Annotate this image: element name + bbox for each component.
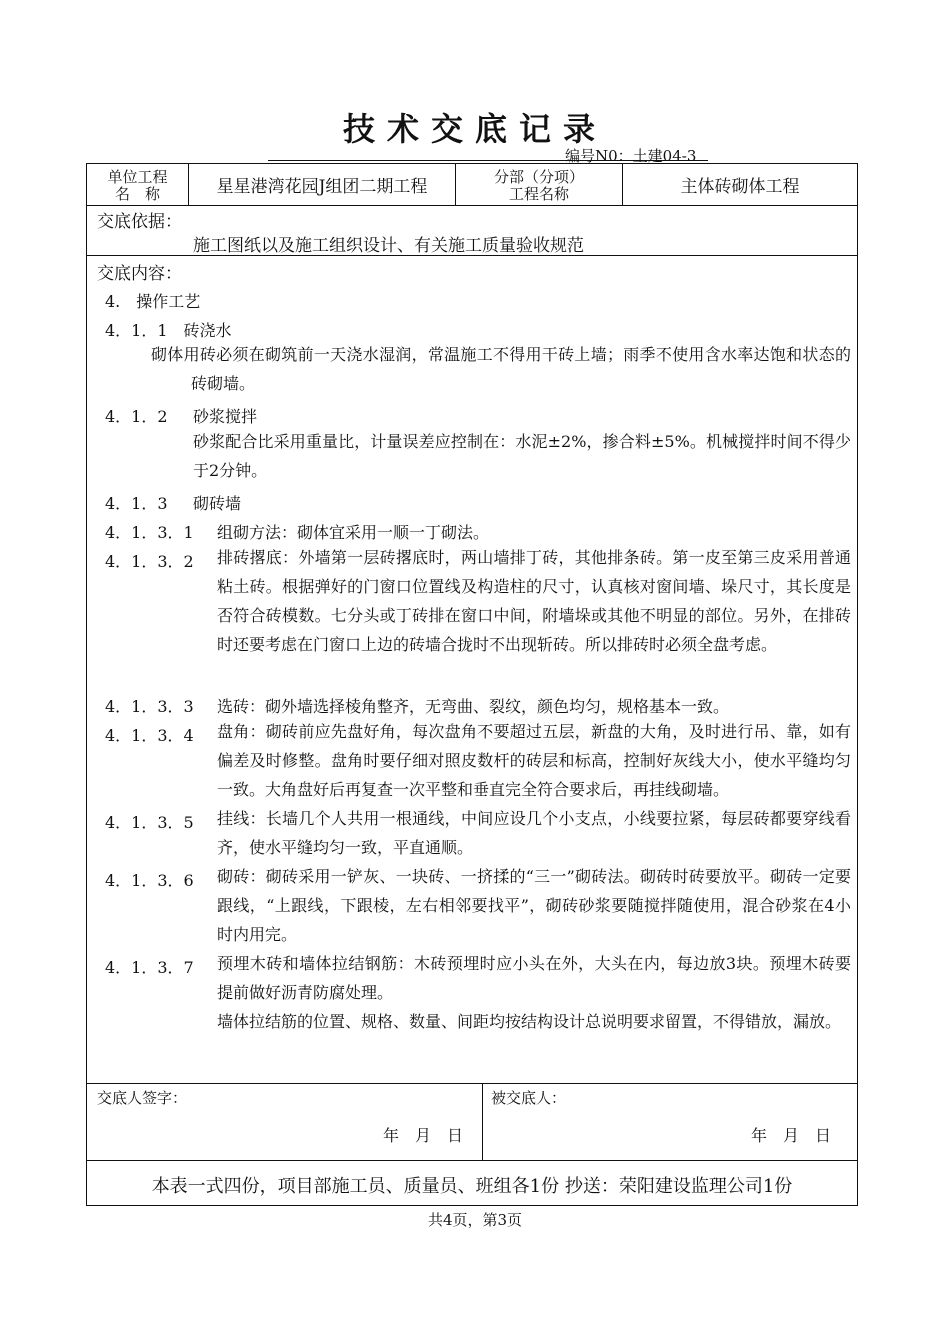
item-4-1-2-number: 4．1．2	[105, 407, 168, 426]
signer-label: 交底人签字：	[97, 1089, 188, 1107]
document-title: 技术交底记录	[342, 110, 607, 148]
item-4-1-3-1-text: 组砌方法：砌体宜采用一顺一丁砌法。	[217, 523, 490, 542]
item-4-1-1-text	[151, 340, 851, 398]
project-info-row	[87, 164, 857, 206]
item-4-1-3-2-number: 4．1．3．2	[105, 552, 194, 571]
content-label: 交底内容：	[97, 264, 182, 284]
receiver-date: 年 月 日	[751, 1126, 832, 1145]
item-4-1-3-7-extra-text: 墙体拉结筋的位置、规格、数量、间距均按结构设计总说明要求留置，不得错放，漏放。	[217, 1012, 842, 1031]
item-4-1-3-3-text: 选砖：砌外墙选择棱角整齐，无弯曲、裂纹，颜色均匀，规格基本一致。	[217, 697, 730, 716]
content-row	[87, 255, 857, 1084]
item-4-1-3-4-text: 盘角：砌砖前应先盘好角，每次盘角不要超过五层，新盘的大角，及时进行吊、靠，如有偏差及时修整。盘角时要仔细对照皮数杆的砖层和标高，控制好灰线大小，使水平缝均匀一致。大角盘好后再复查一次平整和垂直完全符合要求后，再挂线砌墙。	[217, 722, 851, 799]
signer-date: 年 月 日	[383, 1126, 464, 1145]
project-name-value: 星星港湾花园J组团二期工程	[189, 164, 456, 205]
item-4-1-2-title: 砂浆搅拌	[193, 407, 258, 426]
item-4-1-3-5-number: 4．1．3．5	[105, 813, 194, 832]
signer-cell	[87, 1083, 483, 1160]
item-4-1-2-text: 砂浆配合比采用重量比，计量误差应控制在：水泥±2%，掺合料±5%。机械搅拌时间不得少于2分钟。	[193, 432, 851, 480]
item-4-1-3-7-text: 预埋木砖和墙体拉结钢筋：木砖预埋时应小头在外，大头在内，每边放3块。预埋木砖要提前做好沥青防腐处理。	[217, 954, 851, 1002]
basis-label: 交底依据：	[97, 212, 182, 232]
item-4-1-3-2-text: 排砖撂底：外墙第一层砖撂底时，两山墙排丁砖，其他排条砖。第一皮至第三皮采用普通粘土砖。根据弹好的门窗口位置线及构造柱的尺寸，认真核对窗间墙、垛尺寸，其长度是否符合砖模数。七分头或丁砖排在窗口中间，附墙垛或其他不明显的部位。另外，在排砖时还要考虑在门窗口上边的砖墙合拢时不出现斩砖。所以排砖时必须全盘考虑。	[217, 548, 851, 654]
item-4-1-3-5-text: 挂线：长墙几个人共用一根通线，中间应设几个小支点，小线要拉紧，每层砖都要穿线看齐，使水平缝均匀一致，平直通顺。	[217, 809, 851, 857]
basis-text: 施工图纸以及施工组织设计、有关施工质量验收规范	[193, 236, 584, 256]
project-label-line-1: 单位工程	[107, 168, 168, 186]
record-table	[86, 163, 858, 1206]
page-number: 共4页，第3页	[427, 1211, 523, 1229]
item-4-1-3-7-number: 4．1．3．7	[105, 958, 194, 977]
basis-row	[87, 205, 857, 256]
item-4-heading: 4. 操作工艺	[105, 292, 201, 311]
receiver-label: 被交底人：	[491, 1089, 567, 1107]
item-4-1-3-6-text: 砌砖：砌砖采用一铲灰、一块砖、一挤揉的“三一”砌砖法。砌砖时砖要放平。砌砖一定要跟线，“上跟线，下跟棱，左右相邻要找平”，砌砖砂浆要随搅拌随使用，混合砂浆在4小时内用完。	[217, 867, 851, 944]
subproject-label-line-2: 工程名称	[508, 185, 569, 203]
subproject-label-line-1: 分部（分项）	[493, 168, 584, 186]
item-4-1-3-number: 4．1．3	[105, 494, 168, 513]
item-4-1-3-6-number: 4．1．3．6	[105, 871, 194, 890]
subproject-name-label	[456, 164, 623, 205]
item-4-1-3-4-number: 4．1．3．4	[105, 726, 194, 745]
project-label-line-2: 名 称	[114, 185, 160, 203]
item-4-1-1-body: 砌体用砖必须在砌筑前一天浇水湿润，常温施工不得用干砖上墙；雨季不使用含水率达饱和状态的砖砌墙。	[151, 345, 851, 393]
receiver-cell	[483, 1083, 857, 1160]
project-name-label	[87, 164, 189, 205]
item-4-1-1-heading: 4．1．1 砖浇水	[105, 321, 232, 340]
signature-row	[87, 1083, 857, 1161]
item-4-1-3-title: 砌砖墙	[193, 494, 242, 513]
document-number: 编号N0：土建04-3	[565, 147, 697, 165]
item-4-1-3-3-number: 4．1．3．3	[105, 697, 194, 716]
distribution-note: 本表一式四份，项目部施工员、质量员、班组各1份 抄送：荣阳建设监理公司1份	[151, 1176, 793, 1197]
subproject-name-value: 主体砖砌体工程	[680, 177, 800, 197]
item-4-1-3-1-number: 4．1．3．1	[105, 523, 194, 542]
